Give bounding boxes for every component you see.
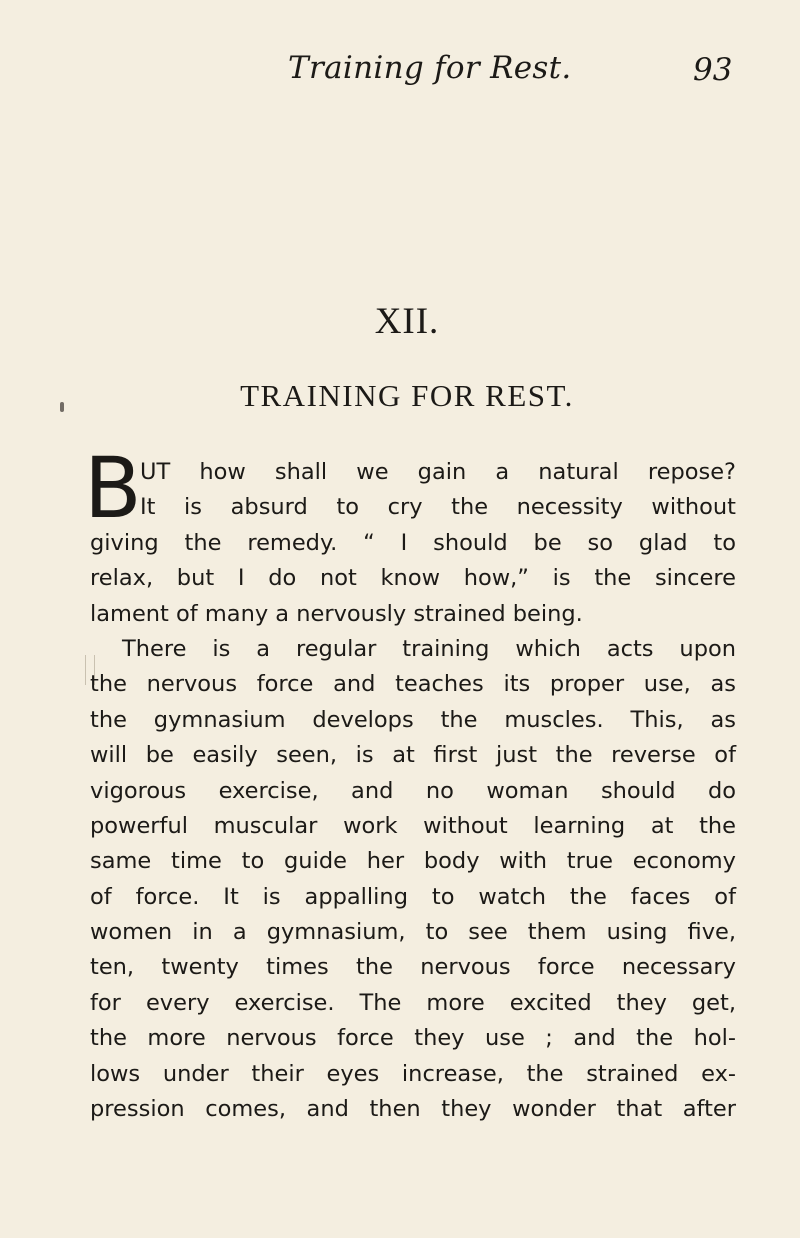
text-line: same time to guide her body with true economy xyxy=(90,848,736,875)
page-number: 93 xyxy=(693,52,733,88)
text-line: will be easily seen, is at first just the reverse of xyxy=(90,742,736,769)
chapter-title: TRAINING FOR REST. xyxy=(240,378,574,413)
text-line: ten, twenty times the nervous force necessary xyxy=(90,954,736,981)
text-line: vigorous exercise, and no woman should do xyxy=(90,777,736,804)
text-line: giving the remedy. “ I should be so glad to xyxy=(90,529,736,556)
margin-mark xyxy=(60,402,64,412)
chapter-number: XII. xyxy=(374,301,440,342)
text-line: There is a regular training which acts upon xyxy=(122,635,736,662)
text-line: the nervous force and teaches its proper use, as xyxy=(90,671,736,698)
text-line: for every exercise. The more excited they get, xyxy=(90,989,736,1016)
text-line: relax, but I do not know how,” is the sincere xyxy=(90,565,736,592)
text-line: women in a gymnasium, to see them using five, xyxy=(90,919,736,946)
text-line: lament of many a nervously strained being. xyxy=(90,600,583,627)
drop-cap-letter: B xyxy=(84,439,142,537)
text-line: It is absurd to cry the necessity without xyxy=(140,494,736,521)
body-text xyxy=(84,439,736,1127)
text-line: pression comes, and then they wonder that after xyxy=(90,1096,736,1123)
text-line: lows under their eyes increase, the strained ex- xyxy=(90,1060,736,1087)
text-line: of force. It is appalling to watch the faces of xyxy=(90,883,736,910)
text-line: the more nervous force they use ; and the hol- xyxy=(90,1025,736,1052)
running-title: Training for Rest. xyxy=(288,50,572,86)
text-line: UT how shall we gain a natural repose? xyxy=(140,459,736,485)
text-line: powerful muscular work without learning at the xyxy=(90,812,736,839)
text-line: the gymnasium develops the muscles. This, as xyxy=(90,706,736,733)
